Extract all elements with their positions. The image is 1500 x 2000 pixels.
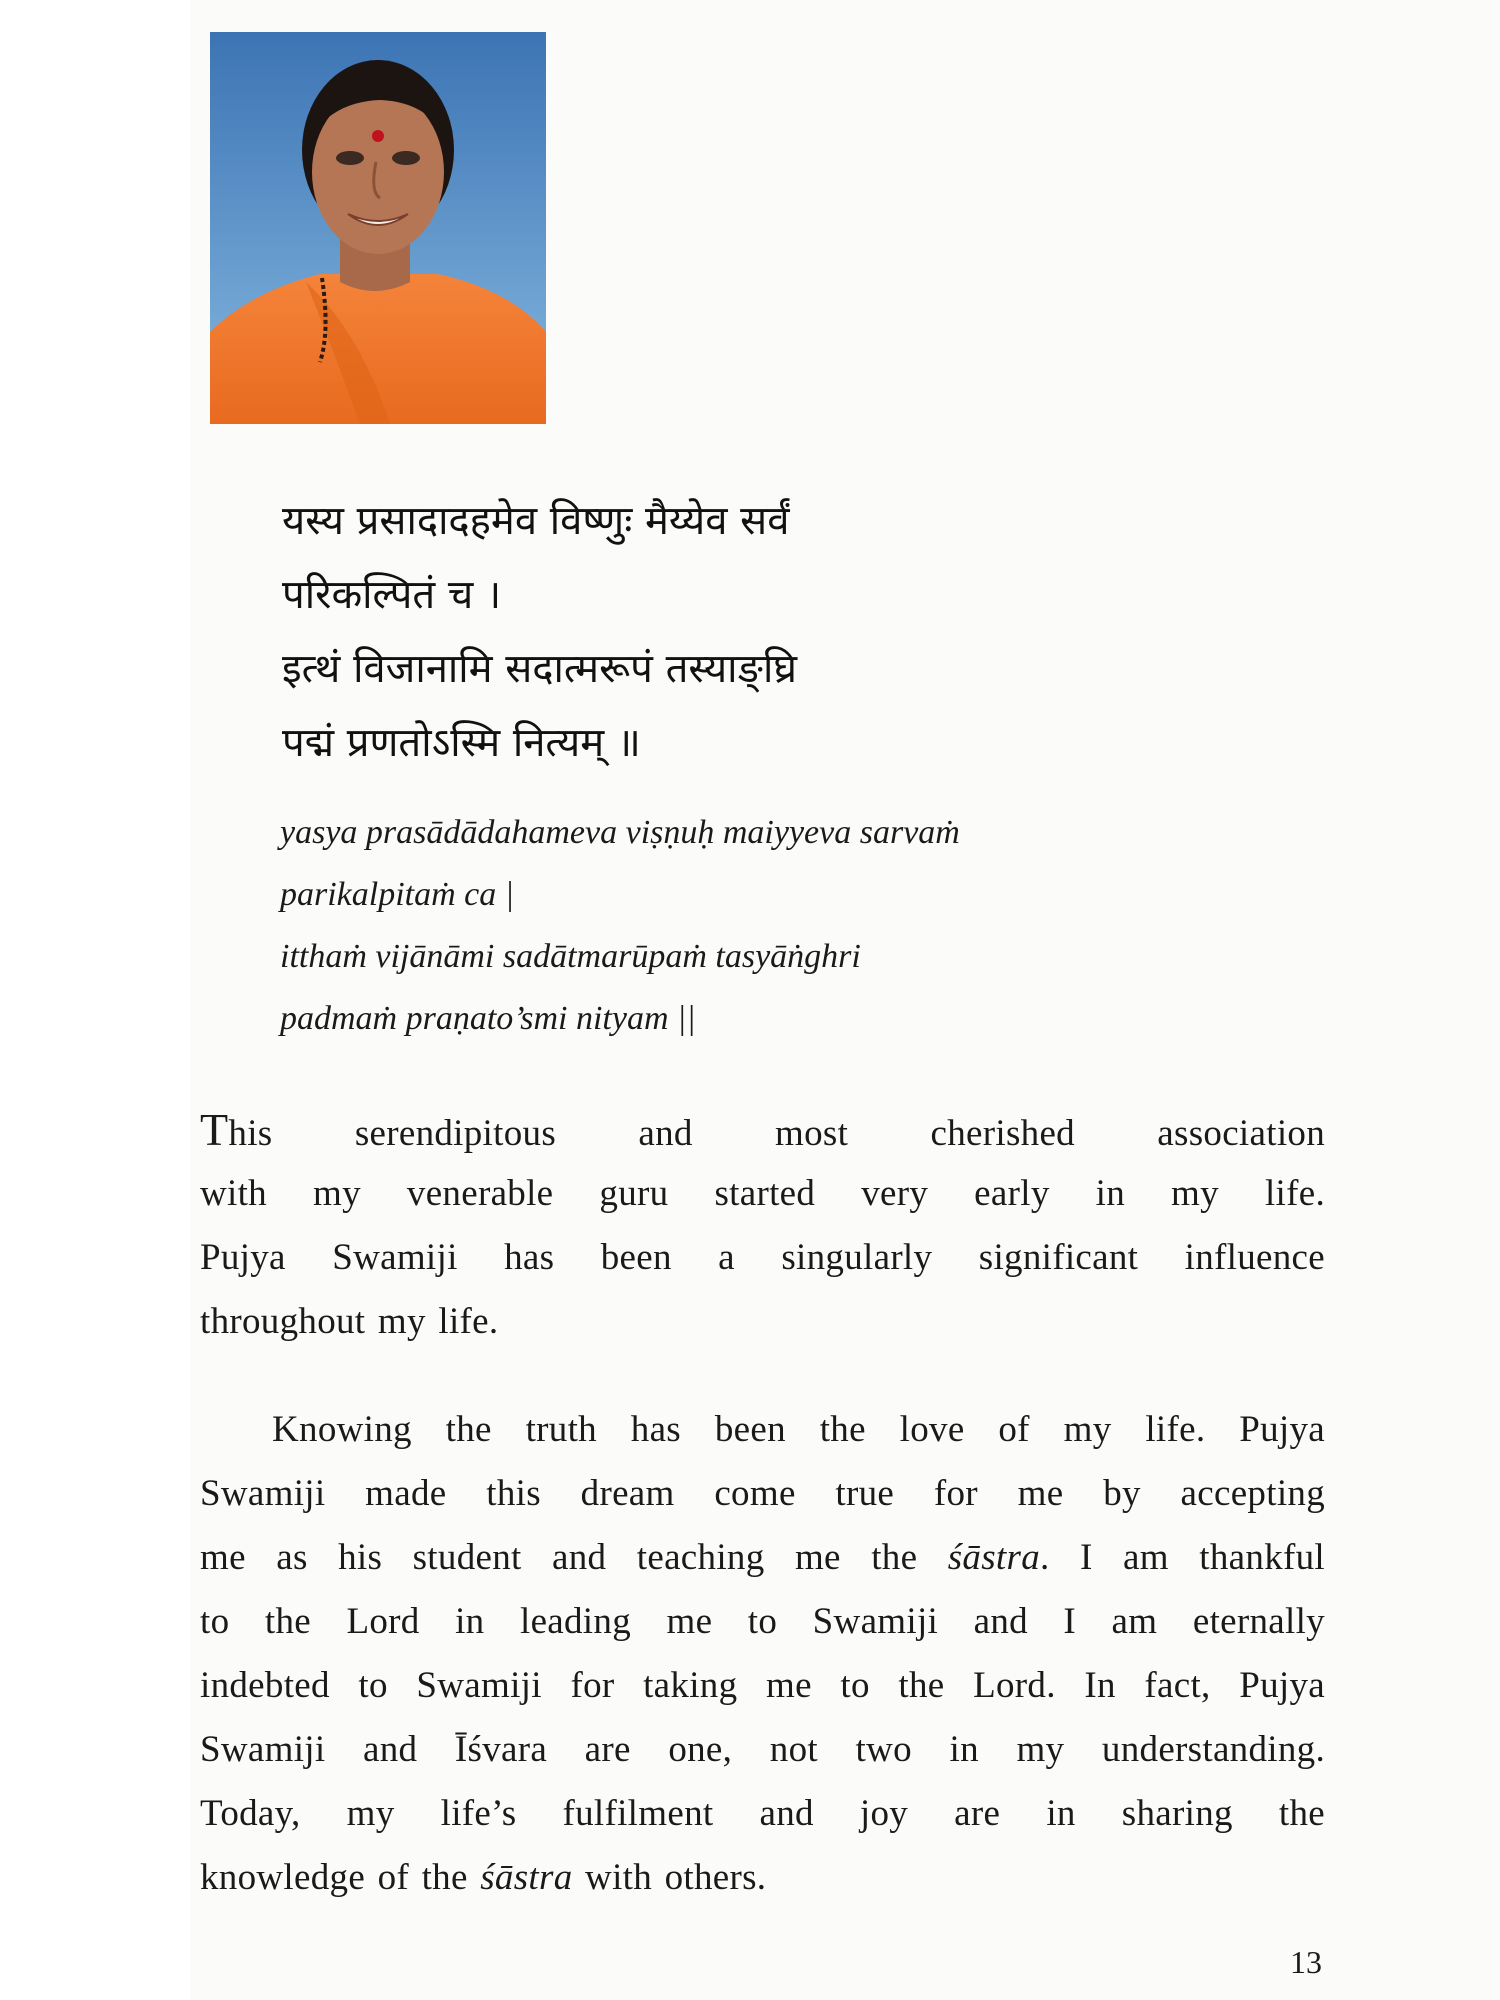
- paragraph-line: indebted to Swamiji for taking me to the Lord. In fact, Pujya: [200, 1665, 1325, 1706]
- page-number: 13: [1290, 1944, 1322, 1980]
- paragraph-line: [200, 1098, 1325, 1162]
- line-text: his serendipitous and most cherished association: [228, 1113, 1325, 1154]
- sanskrit-verse: [282, 484, 1082, 780]
- italic-term: śāstra: [480, 1857, 573, 1898]
- paragraph-truth: [200, 1398, 1325, 1910]
- line-text: with others.: [572, 1857, 767, 1898]
- italic-term: śāstra: [947, 1537, 1041, 1578]
- paragraph-line: Swamiji made this dream come true for me by accepting: [200, 1473, 1325, 1514]
- verse-line-devanagari: पद्मं प्रणतोऽस्मि नित्यम् ॥: [282, 720, 641, 766]
- paragraph-line: Swamiji and Īśvara are one, not two in my understanding.: [200, 1729, 1325, 1770]
- paragraph-line: to the Lord in leading me to Swamiji and I am eternally: [200, 1601, 1325, 1642]
- paragraph-association: [200, 1098, 1325, 1354]
- verse-line-transliteration: itthaṁ vijānāmi sadātmarūpaṁ tasyāṅghri: [280, 938, 861, 975]
- paragraph-line: with my venerable guru started very early in my life.: [200, 1173, 1325, 1214]
- verse-line-transliteration: padmaṁ praṇato’smi nityam ||: [280, 1000, 696, 1037]
- drop-cap: T: [200, 1104, 229, 1155]
- line-text: knowledge of the: [200, 1857, 481, 1898]
- verse-line-devanagari: यस्य प्रसादादहमेव विष्णुः मैय्येव सर्वं: [282, 498, 790, 544]
- line-text: me as his student and teaching me the: [200, 1537, 948, 1578]
- verse-line-transliteration: yasya prasādādahameva viṣṇuḥ maiyyeva sarvaṁ: [280, 814, 960, 851]
- verse-line-devanagari: इत्थं विजानामि सदात्मरूपं तस्याङ्घ्रि: [282, 646, 797, 692]
- paragraph-line: [200, 1846, 1325, 1910]
- verse-transliteration: [280, 802, 1180, 1050]
- paragraph-line: throughout my life.: [200, 1301, 499, 1342]
- line-text: . I am thankful: [1040, 1537, 1326, 1578]
- paragraph-line: Pujya Swamiji has been a singularly significant influence: [200, 1237, 1325, 1278]
- paragraph-line: [200, 1526, 1325, 1590]
- verse-line-devanagari: परिकल्पितं च ।: [282, 572, 502, 618]
- paragraph-line: Today, my life’s fulfilment and joy are in sharing the: [200, 1793, 1325, 1834]
- portrait-photo: [210, 32, 546, 424]
- verse-line-transliteration: parikalpitaṁ ca |: [280, 876, 515, 913]
- paragraph-line: Knowing the truth has been the love of my life. Pujya: [272, 1409, 1325, 1450]
- page-margin: [0, 0, 190, 2000]
